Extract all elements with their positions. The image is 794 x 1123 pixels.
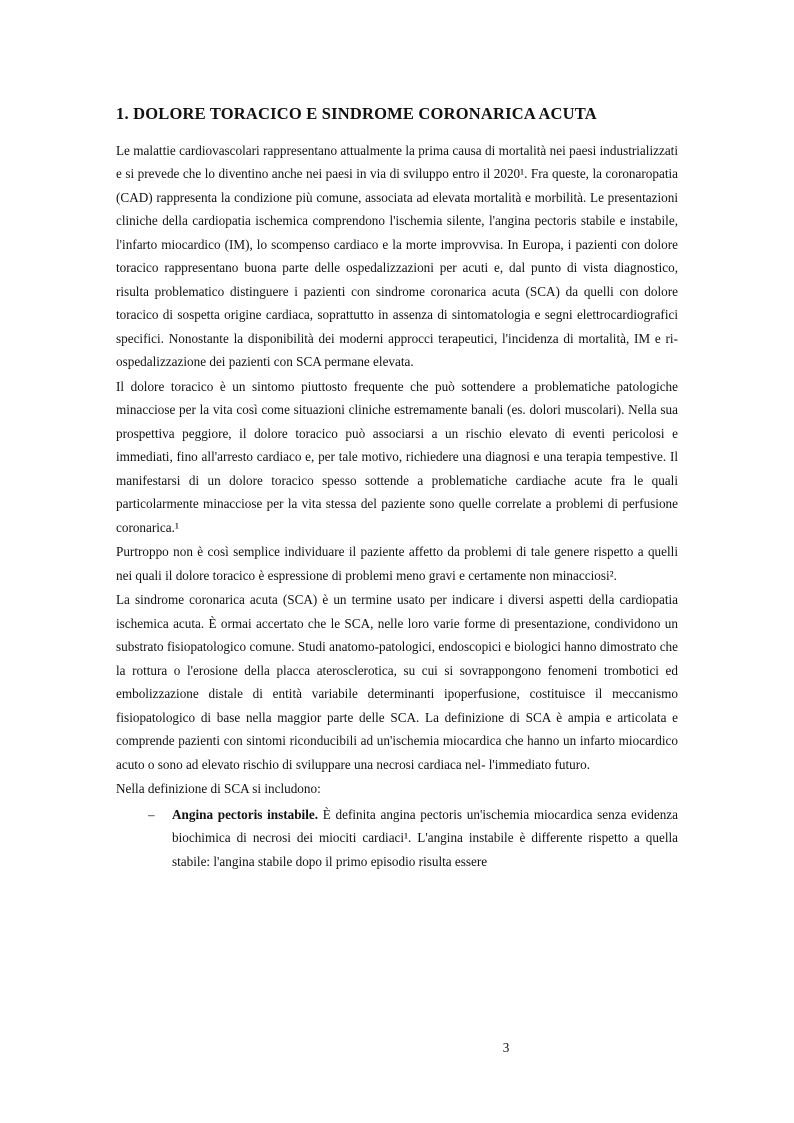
paragraph-5: Nella definizione di SCA si includono: [116, 781, 321, 797]
list-item-lead: Angina pectoris instabile. [172, 806, 319, 822]
definition-list [116, 803, 678, 874]
paragraph-3: Purtroppo non è così semplice individuare il paziente affetto da problemi di tale genere rispetto a quelli nei quali il dolore toracico è espressione di problemi meno gravi e certamente non minacciosi². [116, 544, 678, 583]
page-title: 1. DOLORE TORACICO E SINDROME CORONARICA ACUTA [116, 104, 597, 123]
paragraph-1: Le malattie cardiovascolari rappresentano attualmente la prima causa di mortalità nei paesi industrializzati e si prevede che lo diventino anche nei paesi in via di sviluppo entro il 2020¹. Fra queste, la coronaropatia (CAD) rappresenta la condizione più comune, associata ad elevata mortalità e morbilità. Le presentazioni cliniche della cardiopatia ischemica comprendono l'ischemia silente, l'angina pectoris stabile e instabile, l'infarto miocardico (IM), lo scompenso cardiaco e la morte improvvisa. In Europa, i pazienti con dolore toracico rappresentano buona parte delle ospedalizzazioni per acuti e, dal punto di vista diagnostico, risulta problematico distinguere i pazienti con sindrome coronarica acuta (SCA) da quelli con dolore toracico di sospetta origine cardiaca, soprattutto in assenza di sintomatologia e segni elettrocardiografici specifici. Nonostante la disponibilità dei moderni approcci terapeutici, l'incidenza di mortalità, IM e ri-ospedalizzazione dei pazienti con SCA permane elevata. [116, 142, 678, 370]
page-number-value: 3 [502, 1040, 510, 1055]
list-item-text: È definita angina pectoris un'ischemia miocardica senza evidenza biochimica di necrosi dei miociti cardiaci¹. L'angina instabile è differente rispetto a quella stabile: l'angina stabile dopo il primo episodio risulta essere [172, 806, 678, 869]
page-number [0, 1040, 794, 1056]
list-dash-icon: – [148, 806, 155, 822]
paragraph-2: Il dolore toracico è un sintomo piuttosto frequente che può sottendere a problematiche patologiche minacciose per la vita così come situazioni cliniche estremamente banali (es. dolori muscolari). Nella sua prospettiva peggiore, il dolore toracico può associarsi a un rischio elevato di eventi pericolosi e immediati, fino all'arresto cardiaco e, per tale motivo, richiedere una diagnosi e una terapia tempestive. Il manifestarsi di un dolore toracico spesso sottende a problematiche cardiache acute fra le quali particolarmente minacciose per la vita stessa del paziente sono quelle correlate a problemi di perfusione coronarica.¹ [116, 378, 678, 535]
page-content [116, 104, 678, 873]
paragraph-4: La sindrome coronarica acuta (SCA) è un termine usato per indicare i diversi aspetti della cardiopatia ischemica acuta. È ormai accertato che le SCA, nelle loro varie forme di presentazione, condividono un substrato fisiopatologico comune. Studi anatomo-patologici, endoscopici e biologici hanno dimostrato che la rottura o l'erosione della placca aterosclerotica, su cui si sovrappongono fenomeni trombotici ed embolizzazione distale di entità variabile determinanti ipoperfusione, costituisce il meccanismo fisiopatologico di base nella maggior parte delle SCA. La definizione di SCA è ampia e articolata e comprende pazienti con sintomi riconducibili ad un'ischemia miocardica che hanno un infarto miocardico acuto o sono ad elevato rischio di sviluppare una necrosi cardiaca nel- l'immediato futuro. [116, 592, 678, 772]
list-item [116, 803, 678, 874]
